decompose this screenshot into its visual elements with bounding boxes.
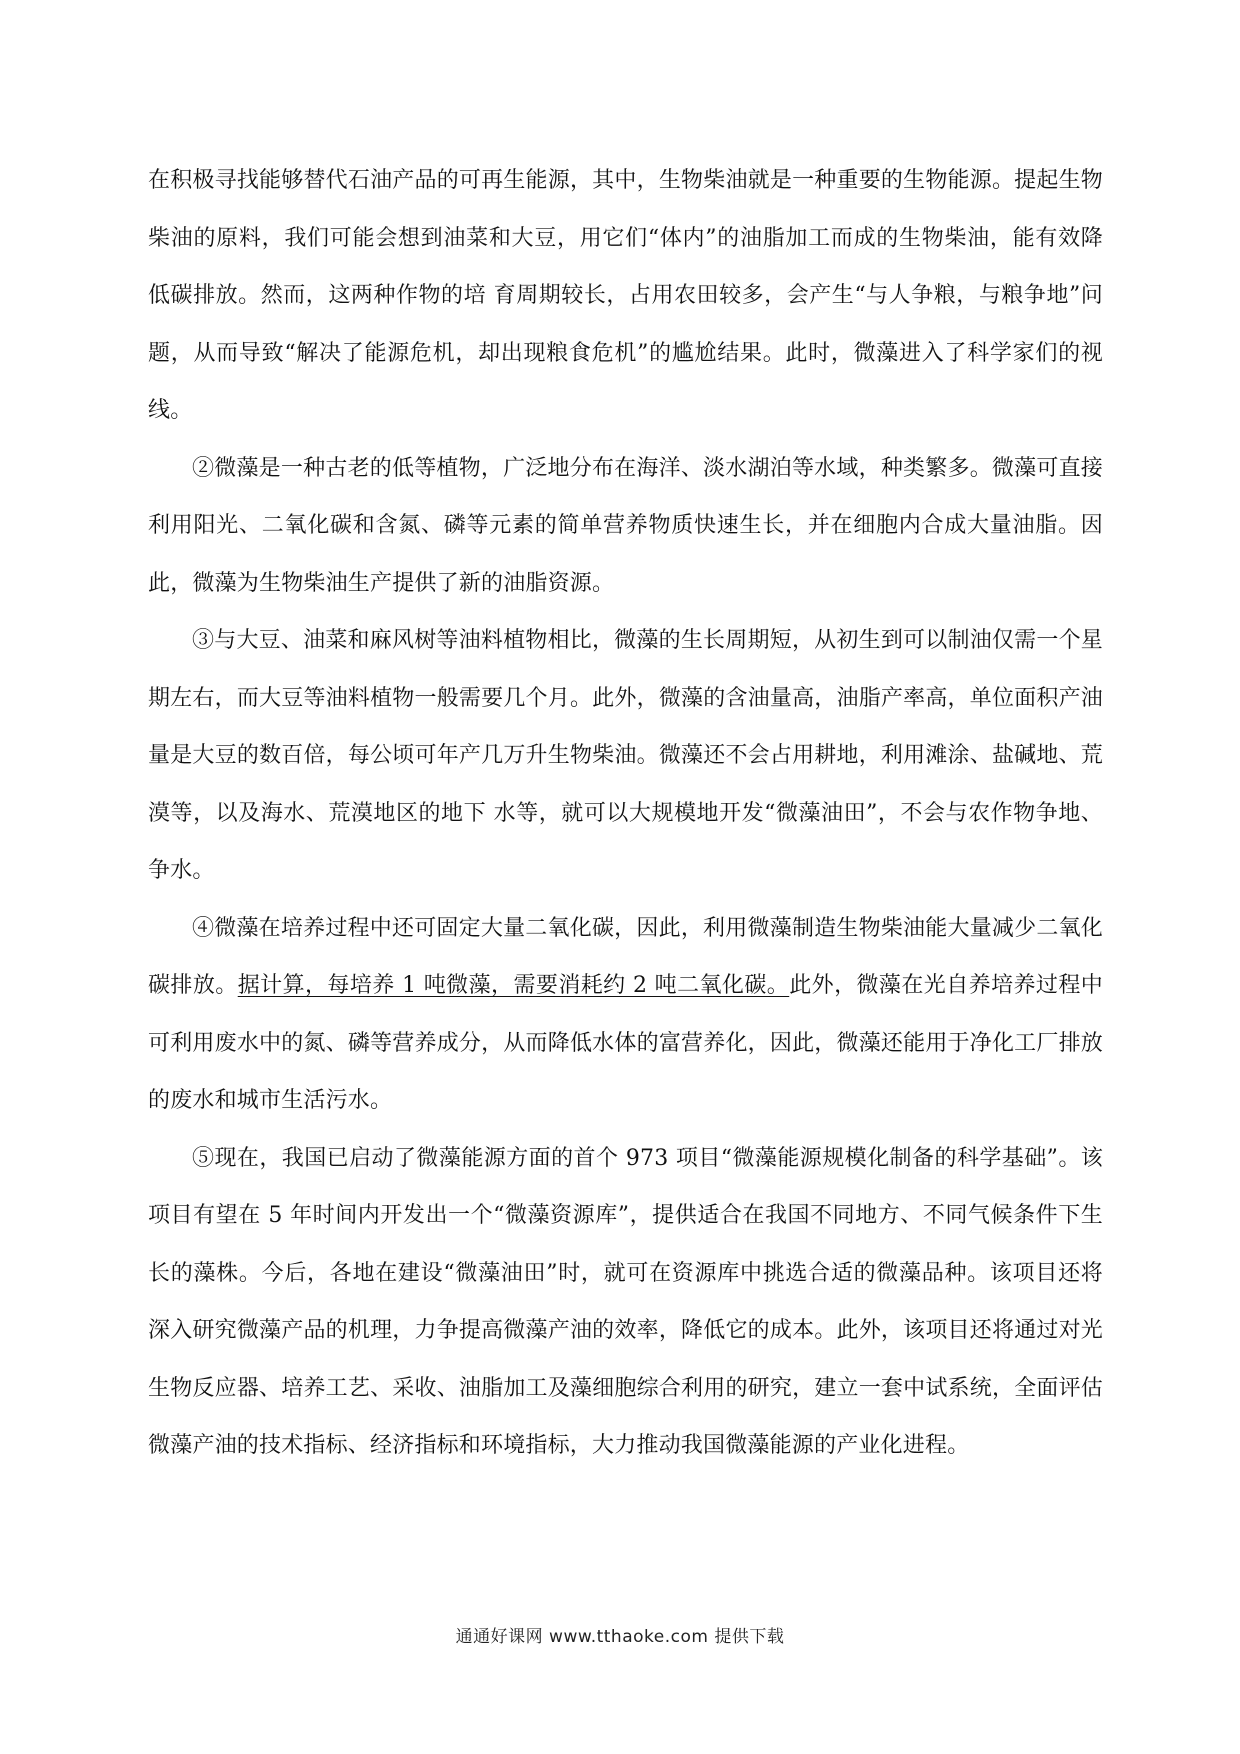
paragraph-3: ③与大豆、油菜和麻风树等油料植物相比，微藻的生长周期短，从初生到可以制油仅需一个星期左右，而大豆等油料植物一般需要几个月。此外，微藻的含油量高，油脂产率高，单位面积产油量是大豆的数百倍，每公顷可年产几万升生物柴油。微藻还不会占用耕地，利用滩涂、盐碱地、荒漠等，以及海水、荒漠地区的地下 水等，就可以大规模地开发“微藻油田”，不会与农作物争地、争水。 [148, 628, 1103, 883]
paragraph-4-after: 此外，微藻在光自养培养过程中可利用废水中的氮、磷等营养成分，从而降低水体的富营养化，因此，微藻还能用于净化工厂排放的废水和城市生活污水。 [148, 973, 1103, 1113]
page-footer: 通通好课网 www.tthaoke.com 提供下载 [455, 1627, 785, 1647]
article-body [148, 152, 1103, 1475]
paragraph-4 [148, 900, 1103, 1130]
paragraph-5: ⑤现在，我国已启动了微藻能源方面的首个 973 项目“微藻能源规模化制备的科学基础”。该项目有望在 5 年时间内开发出一个“微藻资源库”，提供适合在我国不同地方、不同气候条件下生长的藻株。今后，各地在建设“微藻油田”时，就可在资源库中挑选合适的微藻品种。该项目还将深入研究微藻产品的机理，力争提高微藻产油的效率，降低它的成本。此外，该项目还将通过对光生物反应器、培养工艺、采收、油脂加工及藻细胞综合利用的研究，建立一套中试系统，全面评估 微藻产油的技术指标、经济指标和环境指标，大力推动我国微藻能源的产业化进程。 [148, 1145, 1103, 1458]
underlined-sentence: 据计算，每培养 1 吨微藻，需要消耗约 2 吨二氧化碳。 [237, 973, 790, 998]
paragraph-2: ②微藻是一种古老的低等植物，广泛地分布在海洋、淡水湖泊等水域，种类繁多。微藻可直接利用阳光、二氧化碳和含氮、磷等元素的简单营养物质快速生长，并在细胞内合成大量油脂。因此，微藻为生物柴油生产提供了新的油脂资源。 [148, 455, 1103, 596]
paragraph-1: 在积极寻找能够替代石油产品的可再生能源，其中，生物柴油就是一种重要的生物能源。提起生物柴油的原料，我们可能会想到油菜和大豆，用它们“体内”的油脂加工而成的生物柴油，能有效降低碳排放。然而，这两种作物的培 育周期较长，占用农田较多，会产生“与人争粮，与粮争地”问题，从而导致“解决了能源危机，却出现粮食危机”的尴尬结果。此时，微藻进入了科学家们的视线。 [148, 168, 1103, 423]
paragraph-4-before: ④微藻在培养过程中还可固定大量二氧化碳，因此，利用微藻制造生物柴油能大量减少二氧化碳排放。 [148, 915, 1103, 998]
